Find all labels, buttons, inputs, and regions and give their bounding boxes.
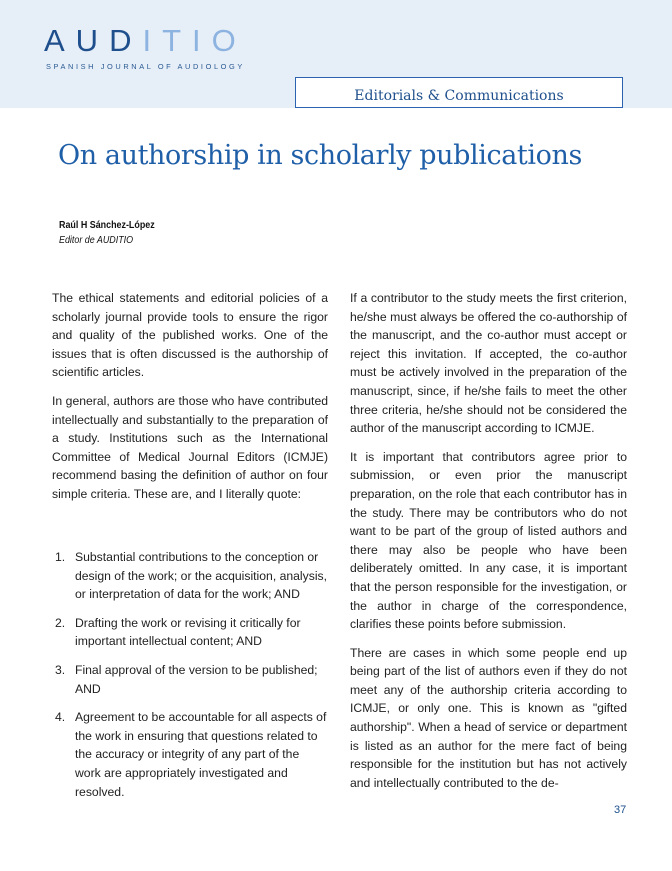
paragraph: It is important that contributors agree prior to submission, or even prior the manuscript preparation, on the role that each contributor has in the study. There may be contributors who do not want to be part of the group of listed authors and there may also be people who have been deliberately omitted. In any case, it is important that the person responsible for the investigation, or the author in charge of the correspondence, clarifies these points before submission. [350, 449, 627, 632]
list-text: Final approval of the version to be published; AND [75, 662, 318, 696]
list-number: 4. [55, 710, 66, 725]
list-text: Agreement to be accountable for all aspects of the work in ensuring that questions related to the accuracy or integrity of any part of the work are appropriately investigated and resolved. [75, 710, 327, 799]
list-text: Drafting the work or revising it critically for important intellectual content; AND [75, 615, 301, 649]
list-item [52, 614, 328, 651]
logo-dark-part: AUD [44, 23, 143, 58]
auditio-logo [44, 24, 247, 58]
list-number: 1. [55, 550, 66, 564]
left-column [52, 289, 328, 514]
paragraph: There are cases in which some people end up being part of the list of authors even if they do not meet any of the authorship criteria according to ICMJE, or only one. This is known as "gifted authorship". When a head of service or department is listed as an author for the mere fact of being responsible for the institution but has not actively and intellectually contributed to the de- [350, 645, 627, 790]
logo-light-part: ITIO [142, 23, 247, 58]
page-number: 37 [614, 804, 627, 816]
right-column [350, 289, 627, 802]
paragraph: The ethical statements and editorial policies of a scholarly journal provide tools to ensure the rigor and quality of the published works. One of the issues that is often discussed is the authorship of scientific articles. [52, 291, 328, 380]
list-item [52, 708, 328, 801]
list-number: 3. [55, 662, 66, 677]
article-title: On authorship in scholarly publications [58, 140, 582, 171]
list-item [52, 661, 328, 698]
journal-tagline: SPANISH JOURNAL OF AUDIOLOGY [46, 62, 245, 71]
criteria-list [52, 548, 328, 811]
list-text: Substantial contributions to the conception or design of the work; or the acquisition, analysis, or interpretation of data for the work; AND [75, 550, 328, 602]
author-role: Editor de AUDITIO [59, 234, 134, 246]
paragraph: If a contributor to the study meets the first criterion, he/she must always be offered the co-authorship of the manuscript, and the co-author must accept or reject this invitation. If accepted, the co-author must be actively involved in the preparation of the manuscript, since, if he/she fails to meet the other three criteria, he/she should not be considered the author of the manuscript according to ICMJE. [350, 291, 627, 436]
list-item [52, 548, 328, 604]
paragraph: In general, authors are those who have contributed intellectually and substantially to the preparation of a study. Institutions such as the International Committee of Medical Journal Editors (ICMJE) recommend basing the definition of author on four simple criteria. These are, and I literally quote: [52, 393, 328, 501]
section-label: Editorials & Communications [295, 77, 623, 108]
list-number: 2. [55, 615, 66, 630]
author-name: Raúl H Sánchez-López [59, 219, 155, 231]
